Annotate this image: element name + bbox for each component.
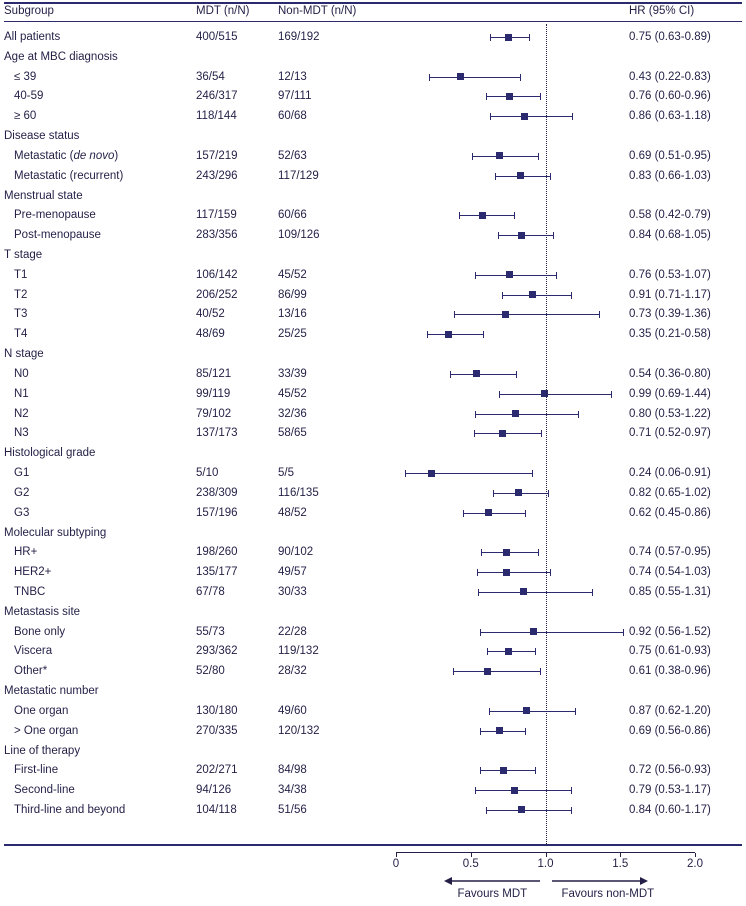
ci-cap-upper [525,510,526,517]
non-mdt-count: 25/25 [278,328,307,341]
mdt-count: 85/121 [196,367,232,380]
confidence-interval-line [474,433,541,434]
hazard-ratio-value: 0.75 (0.61-0.93) [629,645,711,658]
ci-cap-lower [472,153,473,160]
subgroup-row-label: G2 [14,486,30,499]
subgroup-row-label: Third-line and beyond [14,803,126,816]
ci-cap-upper [514,212,515,219]
point-estimate-marker [445,331,452,338]
point-estimate-marker [523,707,530,714]
confidence-interval-line [475,790,571,791]
ci-cap-upper [538,549,539,556]
point-estimate-marker [529,291,536,298]
point-estimate-marker [517,172,524,179]
hazard-ratio-value: 0.61 (0.38-0.96) [629,665,711,678]
x-axis-tick-label: 2.0 [687,858,703,870]
hazard-ratio-value: 0.76 (0.60-0.96) [629,90,711,103]
confidence-interval-line [480,770,535,771]
hazard-ratio-value: 0.80 (0.53-1.22) [629,407,711,420]
point-estimate-marker [505,648,512,655]
non-mdt-count: 34/38 [278,784,307,797]
table-bottom-rule [4,844,742,846]
hazard-ratio-value: 0.69 (0.56-0.86) [629,724,711,737]
point-estimate-marker [503,569,510,576]
ci-cap-upper [550,173,551,180]
ci-cap-lower [495,173,496,180]
ci-cap-lower [489,708,490,715]
subgroup-group-label: Molecular subtyping [4,526,107,539]
point-estimate-marker [505,34,512,41]
ci-cap-upper [516,371,517,378]
confidence-interval-line [475,275,556,276]
subgroup-row-label: Viscera [14,645,53,658]
ci-cap-upper [535,767,536,774]
favours-non-mdt-label: Favours non-MDT [561,888,655,900]
x-axis-tick-label: 1.5 [612,858,629,870]
column-header-hr: HR (95% CI) [629,5,695,17]
subgroup-group-label: Disease status [4,130,80,143]
hazard-ratio-value: 0.72 (0.56-0.93) [629,764,711,777]
ci-cap-lower [475,272,476,279]
ci-cap-upper [532,470,533,477]
point-estimate-marker [520,588,527,595]
ci-cap-upper [578,411,579,418]
hazard-ratio-value: 0.69 (0.51-0.95) [629,149,711,162]
point-estimate-marker [457,73,464,80]
ci-cap-upper [483,331,484,338]
mdt-count: 198/260 [196,546,238,559]
subgroup-group-label: Age at MBC diagnosis [4,50,118,63]
non-mdt-count: 30/33 [278,585,307,598]
ci-cap-lower [480,629,481,636]
subgroup-row-label: Post-menopause [14,229,101,242]
non-mdt-count: 28/32 [278,665,307,678]
hazard-ratio-value: 0.82 (0.65-1.02) [629,486,711,499]
subgroup-group-label: Histological grade [4,447,96,460]
confidence-interval-line [453,671,540,672]
ci-cap-lower [490,113,491,120]
column-header-mdt: MDT (n/N) [196,5,250,17]
hazard-ratio-value: 0.76 (0.53-1.07) [629,268,711,281]
confidence-interval-line [463,513,524,514]
mdt-count: 79/102 [196,407,232,420]
mdt-count: 118/144 [196,110,237,123]
hazard-ratio-value: 0.71 (0.52-0.97) [629,427,711,440]
non-mdt-count: 13/16 [278,308,307,321]
favours-non-mdt-arrow-icon [548,874,648,888]
subgroup-row-label: T4 [14,328,28,341]
confidence-interval-line [489,711,576,712]
x-axis-tick-label: 1.0 [537,858,554,870]
non-mdt-count: 33/39 [278,367,307,380]
header-rule-top [4,2,742,4]
x-axis-tick [620,853,621,857]
subgroup-row-label: TNBC [14,585,46,598]
ci-cap-lower [450,371,451,378]
non-mdt-count: 117/129 [278,169,319,182]
ci-cap-lower [486,807,487,814]
mdt-count: 67/78 [196,585,225,598]
point-estimate-marker [506,93,513,100]
ci-cap-upper [548,490,549,497]
hazard-ratio-value: 0.54 (0.36-0.80) [629,367,711,380]
non-mdt-count: 97/111 [278,90,312,103]
hazard-ratio-value: 0.35 (0.21-0.58) [629,328,711,341]
hazard-ratio-value: 0.86 (0.63-1.18) [629,110,711,123]
mdt-count: 243/296 [196,169,238,182]
favours-mdt-label: Favours MDT [457,888,528,900]
subgroup-row-label: First-line [14,764,59,777]
non-mdt-count: 90/102 [278,546,314,559]
point-estimate-marker [428,470,435,477]
subgroup-row-label: Metastatic (recurrent) [14,169,124,182]
subgroup-group-label: Line of therapy [4,744,81,757]
ci-cap-lower [478,589,479,596]
ci-cap-lower [487,648,488,655]
subgroup-row-label: T2 [14,288,28,301]
point-estimate-marker [506,271,513,278]
confidence-interval-line [427,334,482,335]
non-mdt-count: 120/132 [278,724,320,737]
ci-cap-upper [623,629,624,636]
ci-cap-lower [481,549,482,556]
x-axis-tick [471,853,472,857]
confidence-interval-line [502,295,571,296]
subgroup-group-label: T stage [4,249,43,262]
mdt-count: 157/219 [196,149,238,162]
ci-cap-upper [540,668,541,675]
non-mdt-count: 51/56 [278,803,307,816]
point-estimate-marker [499,430,506,437]
ci-cap-upper [556,272,557,279]
non-mdt-count: 32/36 [278,407,307,420]
mdt-count: 157/196 [196,506,238,519]
mdt-count: 246/317 [196,90,238,103]
mdt-count: 293/362 [196,645,238,658]
non-mdt-count: 109/126 [278,229,320,242]
ci-cap-upper [529,34,530,41]
subgroup-row-label: Bone only [14,625,66,638]
mdt-count: 94/126 [196,784,232,797]
mdt-count: 202/271 [196,764,238,777]
ci-cap-upper [575,708,576,715]
ci-cap-lower [498,232,499,239]
mdt-count: 48/69 [196,328,225,341]
hazard-ratio-value: 0.75 (0.63-0.89) [629,31,711,43]
point-estimate-marker [500,767,507,774]
hazard-ratio-value: 0.58 (0.42-0.79) [629,209,711,222]
ci-cap-lower [480,767,481,774]
subgroup-row-label: T3 [14,308,28,321]
subgroup-row-label: N0 [14,367,29,380]
non-mdt-count: 60/66 [278,209,307,222]
point-estimate-marker [515,489,522,496]
mdt-count: 52/80 [196,665,225,678]
hazard-ratio-value: 0.92 (0.56-1.52) [629,625,711,638]
ci-cap-lower [427,331,428,338]
non-mdt-count: 49/57 [278,566,307,579]
x-axis-tick-label: 0 [392,858,400,870]
point-estimate-marker [511,787,518,794]
mdt-count: 283/356 [196,229,238,242]
ci-cap-lower [499,391,500,398]
ci-cap-upper [571,807,572,814]
confidence-interval-line [459,215,514,216]
mdt-count: 238/309 [196,486,238,499]
point-estimate-marker [530,628,537,635]
subgroup-row-label: ≤ 39 [14,70,37,83]
subgroup-row-label: HER2+ [14,566,52,579]
reference-line [546,24,547,846]
ci-cap-upper [540,93,541,100]
subgroup-group-label: Metastatic number [4,685,99,698]
subgroup-group-label: Menstrual state [4,189,83,202]
subgroup-row-label: ≥ 60 [14,110,37,123]
non-mdt-count: 84/98 [278,764,307,777]
ci-cap-upper [525,728,526,735]
mdt-count: 104/118 [196,803,237,816]
point-estimate-marker [496,152,503,159]
point-estimate-marker [496,727,503,734]
hazard-ratio-value: 0.74 (0.54-1.03) [629,566,711,579]
ci-cap-upper [541,430,542,437]
confidence-interval-line [490,116,572,117]
mdt-count: 206/252 [196,288,238,301]
subgroup-row-label: G3 [14,506,30,519]
non-mdt-count: 169/192 [278,31,320,43]
ci-cap-lower [480,728,481,735]
ci-cap-upper [611,391,612,398]
point-estimate-marker [484,668,491,675]
confidence-interval-line [486,810,571,811]
header-rule-bottom [4,21,742,22]
hazard-ratio-value: 0.79 (0.53-1.17) [629,784,711,797]
point-estimate-marker [479,212,486,219]
mdt-count: 400/515 [196,31,238,43]
subgroup-group-label: N stage [4,348,44,361]
non-mdt-count: 119/132 [278,645,319,658]
ci-cap-upper [535,648,536,655]
subgroup-row-label: N1 [14,387,29,400]
ci-cap-lower [475,787,476,794]
ci-cap-lower [502,292,503,299]
hazard-ratio-value: 0.85 (0.55-1.31) [629,585,711,598]
ci-cap-lower [463,510,464,517]
mdt-count: 130/180 [196,704,238,717]
mdt-count: 137/173 [196,427,238,440]
non-mdt-count: 52/63 [278,149,307,162]
point-estimate-marker [502,311,509,318]
ci-cap-lower [474,430,475,437]
subgroup-row-label: Metastatic (de novo) [14,149,119,162]
hazard-ratio-value: 0.62 (0.45-0.86) [629,506,711,519]
ci-cap-lower [477,569,478,576]
point-estimate-marker [473,370,480,377]
ci-cap-upper [550,569,551,576]
ci-cap-upper [572,113,573,120]
hazard-ratio-value: 0.43 (0.22-0.83) [629,70,711,83]
hazard-ratio-value: 0.91 (0.71-1.17) [629,288,711,301]
x-axis-tick-label: 0.5 [462,858,479,870]
ci-cap-lower [486,93,487,100]
non-mdt-count: 60/68 [278,110,307,123]
hazard-ratio-value: 0.99 (0.69-1.44) [629,387,711,400]
confidence-interval-line [499,394,611,395]
non-mdt-count: 45/52 [278,268,307,281]
point-estimate-marker [518,232,525,239]
confidence-interval-line [478,592,592,593]
non-mdt-count: 45/52 [278,387,307,400]
subgroup-row-label: All patients [4,31,61,43]
subgroup-row-label: HR+ [14,546,38,559]
ci-cap-lower [490,34,491,41]
non-mdt-count: 48/52 [278,506,307,519]
mdt-count: 55/73 [196,625,225,638]
confidence-interval-line [480,632,624,633]
hazard-ratio-value: 0.84 (0.60-1.17) [629,803,711,816]
column-header-non-mdt: Non-MDT (n/N) [278,5,357,17]
non-mdt-count: 58/65 [278,427,307,440]
point-estimate-marker [518,806,525,813]
ci-cap-lower [405,470,406,477]
ci-cap-lower [454,311,455,318]
subgroup-row-label: Other* [14,665,48,678]
mdt-count: 270/335 [196,724,238,737]
subgroup-row-label: > One organ [14,724,79,737]
point-estimate-marker [512,410,519,417]
subgroup-row-label: T1 [14,268,28,281]
subgroup-row-label: Second-line [14,784,75,797]
ci-cap-upper [571,292,572,299]
ci-cap-upper [571,787,572,794]
subgroup-row-label: G1 [14,467,30,480]
mdt-count: 36/54 [196,70,225,83]
point-estimate-marker [485,509,492,516]
confidence-interval-line [450,374,516,375]
confidence-interval-line [477,572,550,573]
ci-cap-lower [493,490,494,497]
x-axis-tick [546,853,547,857]
x-axis-tick [695,853,696,857]
ci-cap-upper [520,74,521,81]
hazard-ratio-value: 0.83 (0.66-1.03) [629,169,711,182]
ci-cap-lower [459,212,460,219]
subgroup-row-label: 40-59 [14,90,44,103]
x-axis-tick [396,853,397,857]
mdt-count: 99/119 [196,387,231,400]
point-estimate-marker [503,549,510,556]
subgroup-row-label: N3 [14,427,29,440]
hazard-ratio-value: 0.74 (0.57-0.95) [629,546,711,559]
favours-mdt-arrow-icon [444,874,544,888]
ci-cap-lower [429,74,430,81]
ci-cap-upper [592,589,593,596]
ci-cap-upper [553,232,554,239]
subgroup-group-label: Metastasis site [4,605,81,618]
hazard-ratio-value: 0.84 (0.68-1.05) [629,229,711,242]
confidence-interval-line [472,156,538,157]
ci-cap-upper [599,311,600,318]
ci-cap-lower [475,411,476,418]
mdt-count: 5/10 [196,467,219,480]
non-mdt-count: 5/5 [278,467,294,480]
hazard-ratio-value: 0.87 (0.62-1.20) [629,704,711,717]
mdt-count: 106/142 [196,268,238,281]
non-mdt-count: 12/13 [278,70,307,83]
mdt-count: 117/159 [196,209,237,222]
non-mdt-count: 49/60 [278,704,307,717]
mdt-count: 40/52 [196,308,225,321]
confidence-interval-line [454,314,599,315]
ci-cap-lower [453,668,454,675]
non-mdt-count: 22/28 [278,625,307,638]
confidence-interval-line [429,77,520,78]
confidence-interval-line [405,473,532,474]
point-estimate-marker [521,113,528,120]
non-mdt-count: 86/99 [278,288,307,301]
confidence-interval-line [475,414,578,415]
ci-cap-upper [538,153,539,160]
mdt-count: 135/177 [196,566,238,579]
column-header-subgroup: Subgroup [4,5,54,17]
non-mdt-count: 116/135 [278,486,319,499]
hazard-ratio-value: 0.24 (0.06-0.91) [629,467,711,480]
subgroup-row-label: One organ [14,704,69,717]
hazard-ratio-value: 0.73 (0.39-1.36) [629,308,711,321]
subgroup-row-label: Pre-menopause [14,209,96,222]
subgroup-row-label: N2 [14,407,29,420]
